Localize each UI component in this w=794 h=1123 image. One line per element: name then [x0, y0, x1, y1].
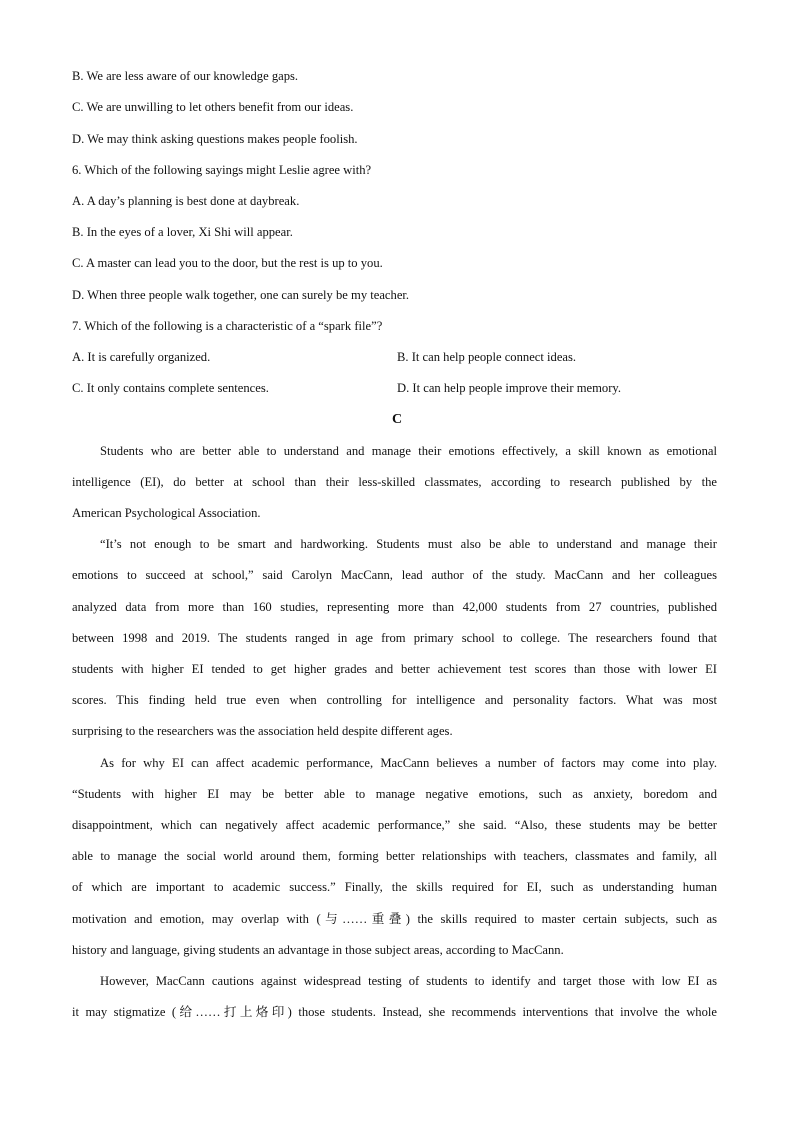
passage-line: disappointment, which can negatively affect academic performance,” she said. “Also, these students may be better — [72, 818, 717, 832]
passage-line: “It’s not enough to be smart and hardworking. Students must also be able to understand and manage their — [100, 537, 717, 551]
section-c-heading: C — [391, 412, 403, 427]
passage-line: As for why EI can affect academic performance, MacCann believes a number of factors may come into play. — [100, 756, 717, 770]
q5-option-c: C. We are unwilling to let others benefit from our ideas. — [72, 100, 354, 114]
q7-option-b: B. It can help people connect ideas. — [397, 350, 577, 364]
passage-line: scores. This finding held true even when controlling for intelligence and personality factors. What was most — [72, 693, 717, 707]
q6-option-d: D. When three people walk together, one can surely be my teacher. — [72, 288, 410, 302]
passage-line: Students who are better able to understand and manage their emotions effectively, a skill known as emotional — [100, 444, 717, 458]
passage-line: “Students with higher EI may be better able to manage negative emotions, such as anxiety, boredom and — [72, 787, 717, 801]
passage-line: intelligence (EI), do better at school than their less-skilled classmates, according to research published by the — [72, 475, 717, 489]
q6-option-a: A. A day’s planning is best done at daybreak. — [72, 194, 300, 208]
q6-option-b: B. In the eyes of a lover, Xi Shi will appear. — [72, 225, 293, 239]
q7-option-d: D. It can help people improve their memory. — [397, 381, 622, 395]
passage-line: it may stigmatize (给……打上烙印) those students. Instead, she recommends interventions that involve the whole — [72, 1005, 717, 1019]
q6-option-c: C. A master can lead you to the door, but the rest is up to you. — [72, 256, 383, 270]
q5-option-b: B. We are less aware of our knowledge gaps. — [72, 69, 299, 83]
q7-option-c: C. It only contains complete sentences. — [72, 381, 269, 395]
passage-line: analyzed data from more than 160 studies, representing more than 42,000 students from 27 countries, published — [72, 600, 717, 614]
passage-line: motivation and emotion, may overlap with (与……重叠) the skills required to master certain subjects, such as — [72, 912, 717, 926]
passage-line: students with higher EI tended to get higher grades and better achievement test scores than those with lower EI — [72, 662, 717, 676]
q5-option-d: D. We may think asking questions makes people foolish. — [72, 132, 358, 146]
q6-stem: 6. Which of the following sayings might Leslie agree with? — [72, 163, 372, 177]
passage-line: able to manage the social world around them, forming better relationships with teachers, classmates and family, all — [72, 849, 717, 863]
passage-line: American Psychological Association. — [72, 506, 261, 520]
passage-line: between 1998 and 2019. The students ranged in age from primary school to college. The researchers found that — [72, 631, 717, 645]
passage-line: surprising to the researchers was the association held despite different ages. — [72, 724, 453, 738]
passage-line: However, MacCann cautions against widespread testing of students to identify and target those with low EI as — [100, 974, 717, 988]
passage-line: of which are important to academic success.” Finally, the skills required for EI, such as understanding human — [72, 880, 717, 894]
passage-line: history and language, giving students an advantage in those subject areas, according to MacCann. — [72, 943, 564, 957]
passage-line: emotions to succeed at school,” said Carolyn MacCann, lead author of the study. MacCann and her colleagues — [72, 568, 717, 582]
q7-stem: 7. Which of the following is a characteristic of a “spark file”? — [72, 319, 383, 333]
q7-option-a: A. It is carefully organized. — [72, 350, 211, 364]
